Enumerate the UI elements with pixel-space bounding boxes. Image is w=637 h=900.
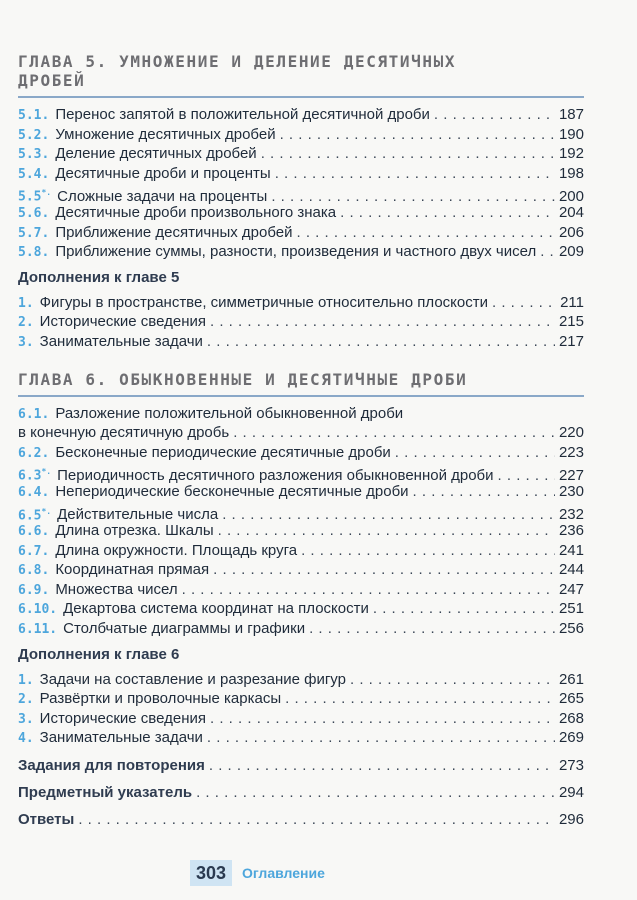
section-title: Действительные числа: [57, 505, 219, 523]
section-number: 6.8.: [18, 563, 50, 579]
leader-dots: [413, 482, 555, 502]
page-number: 190: [558, 125, 584, 143]
chapter-rule: [18, 96, 584, 98]
toc-entry[interactable]: [18, 423, 584, 443]
toc-entry[interactable]: [18, 482, 584, 502]
optional-marker: *.: [41, 188, 52, 198]
page-number: 209: [558, 243, 584, 261]
page-number: 187: [558, 106, 584, 123]
toc-entry[interactable]: [18, 105, 584, 125]
section-title: Исторические сведения: [39, 709, 207, 727]
page-number: 296: [558, 811, 584, 829]
section-number: 5.2.: [18, 127, 50, 143]
leader-dots: [395, 443, 555, 463]
page-number: 244: [558, 561, 584, 579]
chapter-rule: [18, 395, 584, 397]
toc-entry[interactable]: [18, 599, 584, 619]
leader-dots: [340, 203, 555, 223]
leader-dots: [210, 312, 555, 332]
section-title: Десятичные дроби произвольного знака: [55, 203, 337, 221]
section-title: Декартова система координат на плоскости: [63, 600, 369, 618]
section-title: Фигуры в пространстве, симметричные относительно плоскости: [39, 293, 488, 311]
leader-dots: [78, 806, 555, 833]
toc-entry[interactable]: [18, 521, 584, 541]
toc-entry[interactable]: [18, 670, 584, 690]
toc-entry[interactable]: [18, 541, 584, 561]
page-number: 269: [558, 729, 584, 747]
page-number: 192: [558, 145, 584, 163]
page-number: 227: [558, 466, 584, 484]
toc-entry[interactable]: [18, 312, 584, 332]
leader-dots: [301, 541, 555, 561]
section-number: 6.9.: [18, 582, 50, 598]
page-footer: [190, 860, 325, 886]
page-number: 251: [558, 600, 584, 618]
section-number: 6.5*.: [18, 506, 52, 523]
leader-dots: [218, 521, 555, 541]
leader-dots: [373, 599, 555, 619]
section-title: Занимательные задачи: [39, 332, 203, 350]
section-number: 6.1.: [18, 406, 50, 422]
section-title: Приближение десятичных дробей: [55, 223, 293, 241]
section-number: 2.: [18, 315, 34, 331]
page-number: 230: [558, 482, 584, 500]
section-title: Задачи на составление и разрезание фигур: [39, 670, 346, 688]
section-number: 3.: [18, 711, 34, 727]
section-number: 5.6.: [18, 205, 50, 221]
toc-entry[interactable]: [18, 806, 584, 833]
toc-entry[interactable]: [18, 779, 584, 806]
toc-entry[interactable]: [18, 203, 584, 223]
toc-entry[interactable]: [18, 728, 584, 748]
section-title: Предметный указатель: [18, 784, 193, 802]
optional-marker: *.: [41, 506, 52, 516]
section-number: 6.10.: [18, 602, 58, 618]
supplement-heading: Дополнения к главе 5: [18, 268, 180, 286]
toc-entry[interactable]: [18, 164, 584, 184]
section-number: 5.4.: [18, 166, 50, 182]
section-title: Непериодические бесконечные десятичные дроби: [55, 482, 409, 500]
section-title: Развёртки и проволочные каркасы: [39, 690, 282, 708]
toc-entry[interactable]: [18, 223, 584, 243]
section-title: в конечную десятичную дробь: [18, 424, 230, 442]
page-number: 220: [558, 424, 584, 442]
section-number: 5.7.: [18, 225, 50, 241]
toc-entry[interactable]: [18, 709, 584, 729]
section-title: Длина отрезка. Шкалы: [55, 522, 214, 540]
page-number: 232: [558, 505, 584, 523]
section-number: 5.1.: [18, 108, 50, 123]
leader-dots: [275, 164, 555, 184]
leader-dots: [285, 689, 555, 709]
leader-dots: [350, 670, 555, 690]
section-title: Разложение положительной обыкновенной дроби: [55, 404, 404, 422]
section-number: 3.: [18, 334, 34, 350]
page-number: 211: [560, 293, 584, 311]
section-title: Столбчатые диаграммы и графики: [63, 620, 306, 638]
toc-entry[interactable]: [18, 404, 584, 424]
leader-dots: [196, 779, 555, 806]
leader-dots: [280, 125, 555, 145]
optional-marker: *.: [41, 467, 52, 477]
section-title: Бесконечные периодические десятичные дроби: [55, 443, 391, 461]
page-number: 268: [558, 709, 584, 727]
section-number: 6.4.: [18, 484, 50, 500]
toc-entry[interactable]: [18, 242, 584, 262]
leader-dots: [207, 728, 555, 748]
leader-dots: [492, 293, 556, 313]
section-title: Координатная прямая: [55, 561, 210, 579]
page-number: 261: [558, 670, 584, 688]
toc-entry[interactable]: [18, 462, 584, 482]
page-number: 215: [558, 313, 584, 331]
leader-dots: [297, 223, 555, 243]
page-number: 294: [558, 784, 584, 802]
section-title: Множества чисел: [55, 580, 178, 598]
leader-dots: [213, 560, 555, 580]
section-title: Сложные задачи на проценты: [57, 187, 268, 205]
chapter-5-title: ГЛАВА 5. УМНОЖЕНИЕ И ДЕЛЕНИЕ ДЕСЯТИЧНЫХ ДРОБЕЙ: [18, 52, 457, 90]
section-title: Перенос запятой в положительной десятичной дроби: [55, 106, 430, 123]
section-title: Задания для повторения: [18, 757, 205, 775]
page-number: 206: [558, 223, 584, 241]
section-number: 5.8.: [18, 245, 50, 261]
toc-entry[interactable]: [18, 689, 584, 709]
leader-dots: [309, 619, 555, 639]
toc-entry[interactable]: [18, 332, 584, 352]
page-number: 204: [558, 203, 584, 221]
page-number: 223: [558, 443, 584, 461]
section-number: 6.2.: [18, 445, 50, 461]
toc-entry[interactable]: [18, 144, 584, 164]
section-title: Умножение десятичных дробей: [55, 125, 276, 143]
leader-dots: [182, 580, 555, 600]
toc-entry[interactable]: [18, 183, 584, 203]
section-title: Приближение суммы, разности, произведения и частного двух чисел: [55, 243, 537, 261]
page-number: 217: [558, 332, 584, 350]
section-number: 6.3*.: [18, 467, 52, 484]
leader-dots: [210, 709, 555, 729]
section-title: Деление десятичных дробей: [55, 145, 257, 163]
section-title: Периодичность десятичного разложения обыкновенной дроби: [57, 466, 494, 484]
section-title: Ответы: [18, 811, 75, 829]
toc-entry[interactable]: [18, 502, 584, 522]
chapter-6-title: ГЛАВА 6. ОБЫКНОВЕННЫЕ И ДЕСЯТИЧНЫЕ ДРОБИ: [18, 369, 468, 389]
toc-entry[interactable]: [18, 752, 584, 779]
toc-entry[interactable]: [18, 125, 584, 145]
page-number: 236: [558, 522, 584, 540]
section-title: Десятичные дроби и проценты: [55, 164, 271, 182]
toc-entry[interactable]: [18, 293, 584, 313]
page-number: 247: [558, 580, 584, 598]
section-number: 5.3.: [18, 147, 50, 163]
toc-entry[interactable]: [18, 580, 584, 600]
page-number: 241: [558, 541, 584, 559]
leader-dots: [209, 752, 555, 779]
section-number: 1.: [18, 295, 34, 311]
leader-dots: [261, 144, 555, 164]
table-of-contents: [18, 52, 584, 833]
supplement-heading: Дополнения к главе 6: [18, 645, 180, 663]
section-title: Занимательные задачи: [39, 729, 203, 747]
section-number: 1.: [18, 672, 34, 688]
toc-entry[interactable]: [18, 560, 584, 580]
toc-entry[interactable]: [18, 443, 584, 463]
section-number: 6.6.: [18, 524, 50, 540]
section-number: 2.: [18, 692, 34, 708]
toc-entry[interactable]: [18, 619, 584, 639]
page-number: 265: [558, 690, 584, 708]
section-number: 4.: [18, 731, 34, 747]
leader-dots: [207, 332, 555, 352]
page-number: 200: [558, 187, 584, 205]
footer-page-number: 303: [190, 860, 232, 886]
section-number: 5.5*.: [18, 188, 52, 205]
leader-dots: [434, 105, 555, 125]
footer-section-label: Оглавление: [242, 865, 325, 881]
section-number: 6.11.: [18, 622, 58, 638]
leader-dots: [233, 423, 555, 443]
section-title: Длина окружности. Площадь круга: [55, 541, 298, 559]
section-title: Исторические сведения: [39, 313, 207, 331]
page-number: 198: [558, 164, 584, 182]
page-number: 256: [558, 620, 584, 638]
leader-dots: [540, 242, 555, 262]
section-number: 6.7.: [18, 543, 50, 559]
page-number: 273: [558, 757, 584, 775]
